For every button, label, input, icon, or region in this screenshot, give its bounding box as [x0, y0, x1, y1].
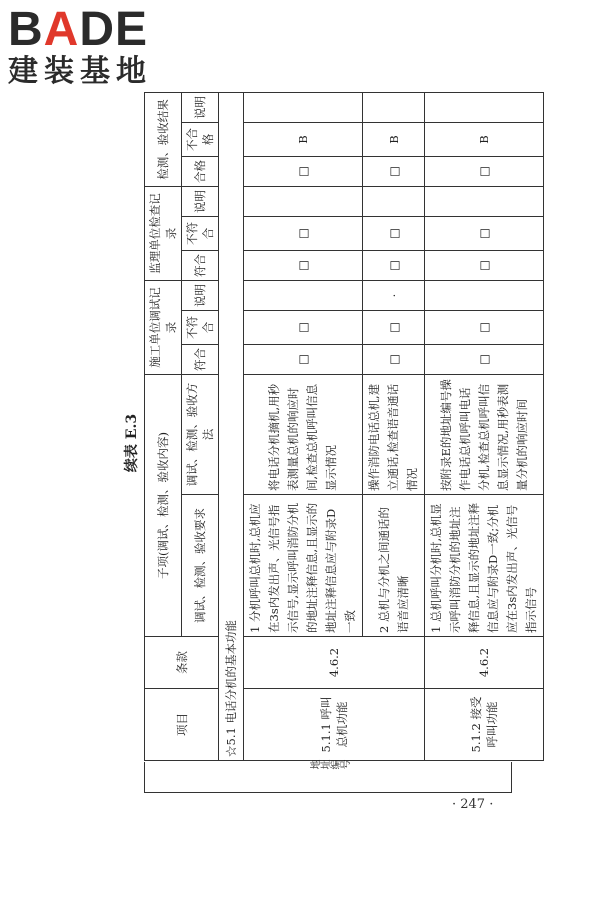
bade-logo [8, 3, 178, 96]
checkbox: □ [425, 344, 544, 374]
conform-header: 符合 [182, 344, 219, 374]
checkbox: □ [425, 216, 544, 250]
checkbox: □ [425, 310, 544, 344]
note-header: 说明 [182, 186, 219, 216]
method-header: 调试、检测、验收方法 [182, 374, 219, 494]
checkbox: □ [363, 216, 425, 250]
method-cell: 将电话分机摘机,用秒表测量总机的响应时间,检查总机呼叫信息显示情况 [244, 374, 363, 494]
logo-subtitle: 建装基地 [8, 54, 152, 89]
checkbox: □ [425, 250, 544, 280]
requirement-cell: 2 总机与分机之间通话的语音应清晰 [363, 495, 425, 637]
checkbox: □ [244, 216, 363, 250]
logo-wordmark: BADE [8, 3, 149, 56]
requirement-cell: 1 分机呼叫总机时,总机应在3s内发出声、光信号指示信号,显示呼叫消防分机的地址注释信息,且显示的地址注释信息应与附录D一致 [244, 495, 363, 637]
method-cell: 操作消防电话总机,建立通话,检查语音通话情况 [363, 374, 425, 494]
checkbox: □ [244, 344, 363, 374]
clause-cell: 4.6.2 [425, 637, 544, 689]
requirement-header: 调试、检测、验收要求 [182, 495, 219, 637]
clause-header: 条款 [145, 637, 219, 689]
checkbox: □ [244, 250, 363, 280]
section-label: ☆5.1 电话分机的基本功能 [219, 92, 244, 760]
table-row [244, 92, 363, 760]
pass-header: 合格 [182, 156, 219, 186]
note-mark: · [363, 280, 425, 310]
checkbox: □ [363, 344, 425, 374]
supervision-header: 监理单位检查记录 [145, 186, 182, 280]
sub-item-header: 子项(调试、检测、验收内容) [145, 374, 182, 636]
result-header: 检测、验收结果 [145, 92, 182, 186]
nonconform-header: 不符合 [182, 216, 219, 250]
result-grade: B [363, 122, 425, 156]
result-grade: B [425, 122, 544, 156]
inspection-table [144, 92, 544, 761]
rotated-table-page [120, 93, 538, 793]
addr-code-header: 地址编号 [144, 762, 512, 793]
item-cell: 5.1.1 呼叫总机功能 [244, 689, 425, 761]
item-cell: 5.1.2 接受呼叫功能 [425, 689, 544, 761]
clause-cell: 4.6.2 [244, 637, 425, 689]
nonconform-header: 不符合 [182, 310, 219, 344]
note-header: 说明 [182, 92, 219, 122]
item-header: 项目 [145, 689, 219, 761]
checkbox: □ [363, 310, 425, 344]
method-cell: 按附录E的地址编号操作电话总机呼叫电话分机,检查总机呼叫信息显示情况,用秒表测量分机的响应时间 [425, 374, 544, 494]
checkbox: □ [363, 156, 425, 186]
construction-header: 施工单位调试记录 [145, 280, 182, 374]
page-number: · 247 · [452, 797, 494, 812]
table-caption: 续表 E.3 [124, 413, 140, 473]
checkbox: □ [363, 250, 425, 280]
result-grade: B [244, 122, 363, 156]
conform-header: 符合 [182, 250, 219, 280]
requirement-cell: 1 总机呼叫分机时,总机显示呼叫消防分机的地址注释信息,且显示的地址注释信息应与附录D一致;分机应在3s内发出声、光信号指示信号 [425, 495, 544, 637]
checkbox: □ [244, 156, 363, 186]
table-row [425, 92, 544, 760]
checkbox: □ [244, 310, 363, 344]
checkbox: □ [425, 156, 544, 186]
note-header: 说明 [182, 280, 219, 310]
fail-header: 不合格 [182, 122, 219, 156]
